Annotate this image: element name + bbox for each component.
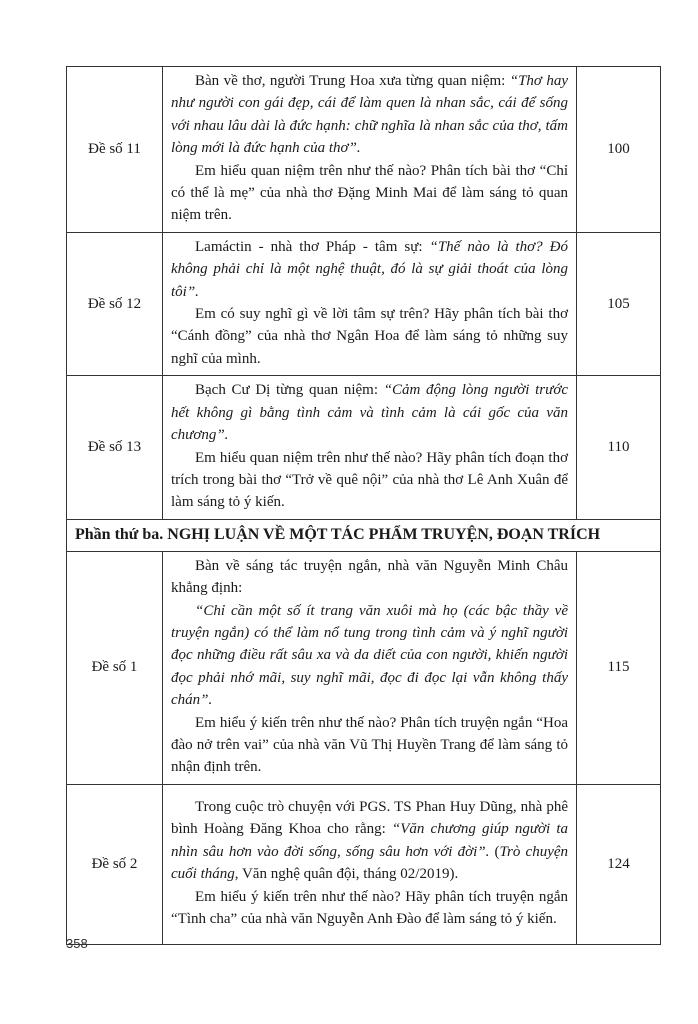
exercise-prompt: Bạch Cư Dị từng quan niệm: “Cảm động lòng người trước hết không gì bằng tình cảm và tình cảm là cái gốc của văn chương”. Em hiểu quan niệm trên như thế nào? Hãy phân tích đoạn thơ trích trong bài thơ “Trở về quê nội” của nhà thơ Lê Anh Xuân để làm sáng tỏ ý kiến. (163, 376, 577, 519)
page-ref: 110 (577, 376, 661, 519)
source-title: Trò chuyện cuối tháng (171, 843, 569, 883)
page-ref: 115 (577, 551, 661, 784)
exercise-label: Đề số 13 (67, 376, 163, 519)
quote: “Thế nào là thơ? Đó không phải chỉ là một nghệ thuật, đó là sự giải thoát của lòng tôi”. (171, 238, 569, 300)
page-ref: 124 (577, 784, 661, 944)
question: Em hiểu ý kiến trên như thế nào? Hãy phân tích truyện ngắn “Tình cha” của nhà văn Nguyễn Anh Đào để làm sáng tỏ ý kiến. (171, 888, 568, 928)
quote: “Chỉ cần một số ít trang văn xuôi mà họ (các bậc thầy về truyện ngắn) có thể làm nổ tung trong tình cảm và ý nghĩ người đọc những điều rất sâu xa và da diết của con người, khiến người đọc phải nhớ mãi, suy nghĩ mãi, đọc đi đọc lại vẫn không thấy chán”. (171, 602, 568, 709)
quote: “Văn chương giúp người ta nhìn sâu hơn vào đời sống, sống sâu hơn với đời”. (171, 821, 568, 860)
exercise-prompt: Trong cuộc trò chuyện với PGS. TS Phan Huy Dũng, nhà phê bình Hoàng Đăng Khoa cho rằng: “Văn chương giúp người ta nhìn sâu hơn vào đời sống, sống sâu hơn với đời”. (Trò chuyện cuối tháng, Văn nghệ quân đội, tháng 02/2019). Em hiểu ý kiến trên như thế nào? Hãy phân tích truyện ngắn “Tình cha” của nhà văn Nguyễn Anh Đào để làm sáng tỏ ý kiến. (163, 784, 577, 944)
quote: “Thơ hay như người con gái đẹp, cái để làm quen là nhan sắc, cái để sống với nhau lâu dài là đức hạnh: chữ nghĩa là nhan sắc của thơ, tấm lòng mới là đức hạnh của thơ”. (171, 73, 568, 157)
question: Em hiểu quan niệm trên như thế nào? Phân tích bài thơ “Chỉ có thể là mẹ” của nhà thơ Đặng Minh Mai để làm sáng tỏ quan niệm trên. (171, 162, 568, 224)
question: Em có suy nghĩ gì về lời tâm sự trên? Hãy phân tích bài thơ “Cánh đồng” của nhà thơ Ngân Hoa để làm sáng tỏ những suy nghĩ của mình. (171, 306, 568, 367)
quote: “Cảm động lòng người trước hết không gì bằng tình cảm và tình cảm là cái gốc của văn chương”. (171, 382, 568, 444)
exercise-prompt: Bàn về thơ, người Trung Hoa xưa từng quan niệm: “Thơ hay như người con gái đẹp, cái để làm quen là nhan sắc, cái để sống với nhau lâu dài là đức hạnh: chữ nghĩa là nhan sắc của thơ, tấm lòng mới là đức hạnh của thơ”. Em hiểu quan niệm trên như thế nào? Phân tích bài thơ “Chỉ có thể là mẹ” của nhà thơ Đặng Minh Mai để làm sáng tỏ quan niệm trên. (163, 67, 577, 233)
table-row (67, 232, 661, 375)
page-ref: 100 (577, 67, 661, 233)
question: Em hiểu ý kiến trên như thế nào? Phân tích truyện ngắn “Hoa đào nở trên vai” của nhà văn Vũ Thị Huyền Trang để làm sáng tỏ nhận định trên. (171, 714, 568, 776)
contents-table (66, 66, 661, 945)
table-row (67, 67, 661, 233)
section-heading: Phần thứ ba. NGHỊ LUẬN VỀ MỘT TÁC PHẨM TRUYỆN, ĐOẠN TRÍCH (67, 519, 661, 551)
section-row (67, 519, 661, 551)
table-row (67, 551, 661, 784)
page-number: 358 (66, 936, 88, 951)
exercise-prompt: Lamáctin - nhà thơ Pháp - tâm sự: “Thế nào là thơ? Đó không phải chỉ là một nghệ thuật, đó là sự giải thoát của lòng tôi”. Em có suy nghĩ gì về lời tâm sự trên? Hãy phân tích bài thơ “Cánh đồng” của nhà thơ Ngân Hoa để làm sáng tỏ những suy nghĩ của mình. (163, 232, 577, 375)
exercise-label: Đề số 12 (67, 232, 163, 375)
question: Em hiểu quan niệm trên như thế nào? Hãy phân tích đoạn thơ trích trong bài thơ “Trở về quê nội” của nhà thơ Lê Anh Xuân để làm sáng tỏ ý kiến. (171, 449, 568, 511)
table-row (67, 784, 661, 944)
exercise-label: Đề số 2 (67, 784, 163, 944)
exercise-prompt: Bàn về sáng tác truyện ngắn, nhà văn Nguyễn Minh Châu khẳng định: “Chỉ cần một số ít trang văn xuôi mà họ (các bậc thầy về truyện ngắn) có thể làm nổ tung trong tình cảm và ý nghĩ người đọc những điều rất sâu xa và da diết của con người, khiến người đọc phải nhớ mãi, suy nghĩ mãi, đọc đi đọc lại vẫn không thấy chán”. Em hiểu ý kiến trên như thế nào? Phân tích truyện ngắn “Hoa đào nở trên vai” của nhà văn Vũ Thị Huyền Trang để làm sáng tỏ nhận định trên. (163, 551, 577, 784)
table-row (67, 376, 661, 519)
exercise-label: Đề số 11 (67, 67, 163, 233)
page-ref: 105 (577, 232, 661, 375)
exercise-label: Đề số 1 (67, 551, 163, 784)
